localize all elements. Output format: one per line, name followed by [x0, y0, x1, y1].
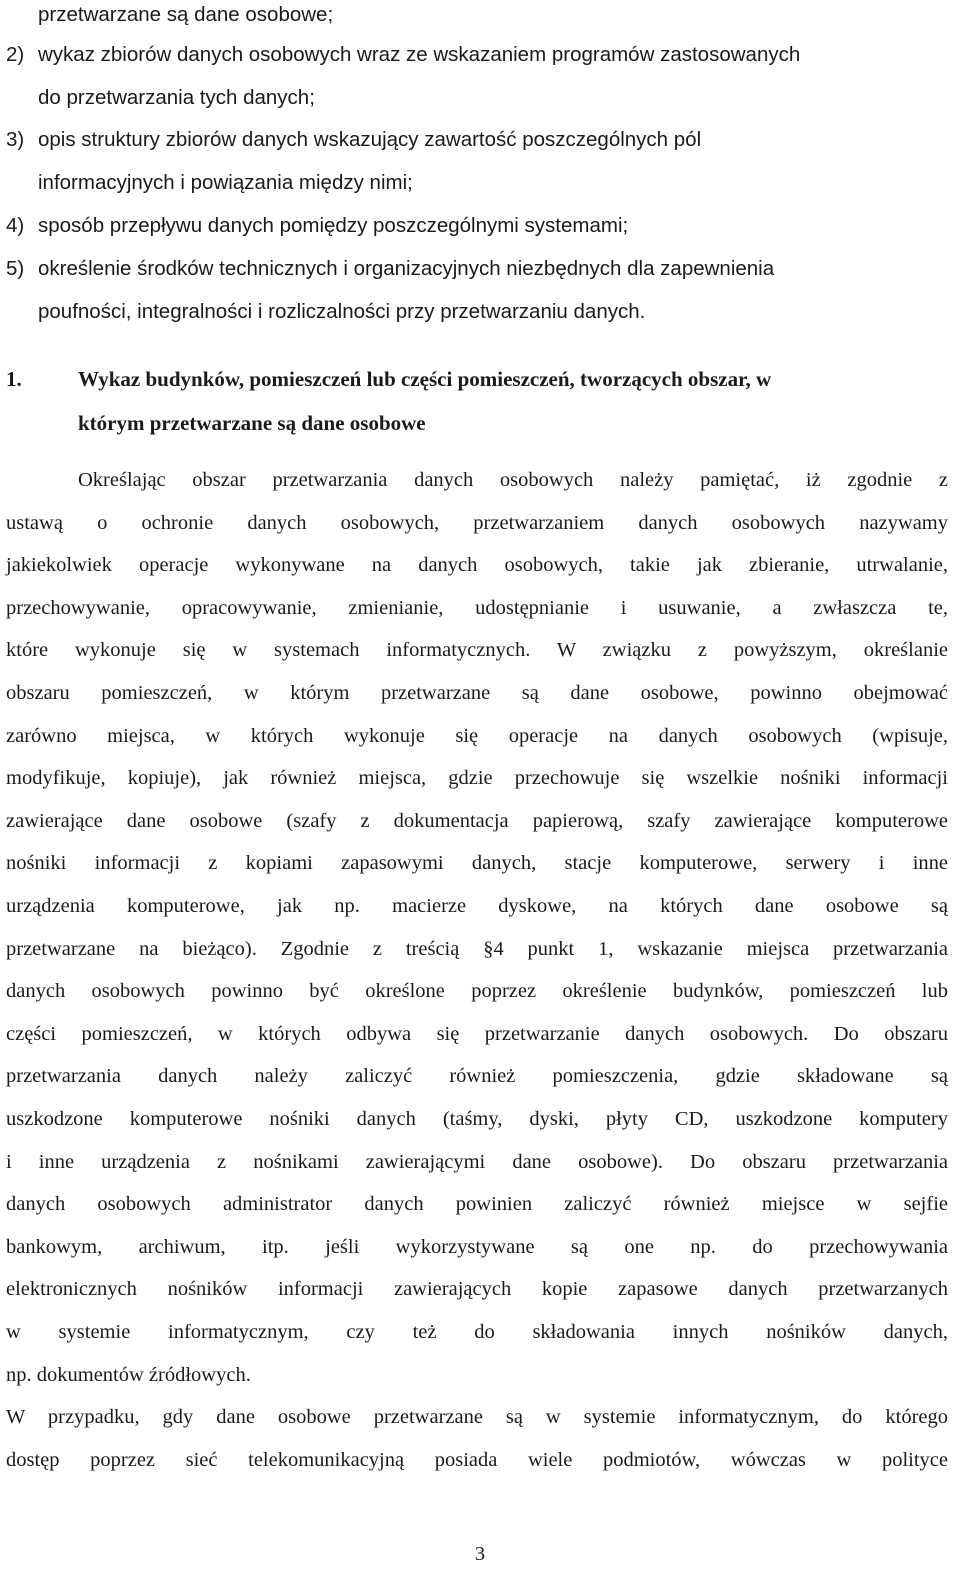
paragraph-line: W przypadku, gdy dane osobowe przetwarzane są w systemie informatycznym, do którego [6, 1406, 948, 1428]
paragraph-line: zawierające dane osobowe (szafy z dokumentacja papierową, szafy zawierające komputerowe [6, 809, 948, 832]
paragraph-line: modyfikuje, kopiuje), jak również miejsca, gdzie przechowuje się wszelkie nośniki informacji [6, 767, 948, 790]
page-number: 3 [474, 1543, 486, 1565]
paragraph-line: przetwarzane na bieżąco). Zgodnie z treścią §4 punkt 1, wskazanie miejsca przetwarzania [6, 937, 948, 960]
paragraph-line: np. dokumentów źródłowych. [6, 1363, 251, 1386]
paragraph-line: i inne urządzenia z nośnikami zawierającymi dane osobowe). Do obszaru przetwarzania [6, 1150, 948, 1173]
list-item-text: wykaz zbiorów danych osobowych wraz ze wskazaniem programów zastosowanych [38, 43, 801, 66]
paragraph-line: dostęp poprzez sieć telekomunikacyjną posiada wiele podmiotów, wówczas w polityce [6, 1448, 948, 1471]
list-item-number: 3) [6, 128, 25, 151]
paragraph-line: zarówno miejsca, w których wykonuje się operacje na danych osobowych (wpisuje, [6, 724, 948, 747]
list-item-number: 2) [6, 43, 25, 66]
list-item-text: opis struktury zbiorów danych wskazujący zawartość poszczególnych pól [38, 128, 702, 151]
paragraph-line: urządzenia komputerowe, jak np. macierze dyskowe, na których dane osobowe są [6, 895, 948, 917]
section-title-line: Wykaz budynków, pomieszczeń lub części pomieszczeń, tworzących obszar, w [78, 367, 772, 391]
paragraph-line: nośniki informacji z kopiami zapasowymi danych, stacje komputerowe, serwery i inne [6, 852, 948, 875]
section-title-line: którym przetwarzane są dane osobowe [78, 411, 426, 435]
paragraph-line: danych osobowych administrator danych powinien zaliczyć również miejsce w sejfie [6, 1193, 948, 1216]
paragraph-line: Określając obszar przetwarzania danych osobowych należy pamiętać, iż zgodnie z [78, 469, 948, 491]
paragraph-line: jakiekolwiek operacje wykonywane na danych osobowych, takie jak zbieranie, utrwalanie, [6, 554, 948, 577]
paragraph-line: które wykonuje się w systemach informatycznych. W związku z powyższym, określanie [6, 639, 948, 662]
list-item-text: poufności, integralności i rozliczalności przy przetwarzaniu danych. [38, 300, 646, 323]
paragraph-line: ustawą o ochronie danych osobowych, przetwarzaniem danych osobowych nazywamy [6, 511, 948, 534]
section-number: 1. [6, 367, 22, 391]
list-item-text: przetwarzane są dane osobowe; [38, 3, 334, 26]
list-item-text: określenie środków technicznych i organizacyjnych niezbędnych dla zapewnienia [38, 257, 775, 280]
paragraph-line: elektronicznych nośników informacji zawierających kopie zapasowe danych przetwarzanych [6, 1278, 948, 1301]
paragraph-line: obszaru pomieszczeń, w którym przetwarzane są dane osobowe, powinno obejmować [6, 682, 948, 704]
list-item-text: informacyjnych i powiązania między nimi; [38, 171, 413, 194]
paragraph-line: przechowywanie, opracowywanie, zmienianie, udostępnianie i usuwanie, a zwłaszcza te, [6, 596, 948, 619]
paragraph-line: przetwarzania danych należy zaliczyć również pomieszczenia, gdzie składowane są [6, 1065, 948, 1088]
list-item-text: sposób przepływu danych pomiędzy poszczególnymi systemami; [38, 214, 629, 237]
list-item-number: 5) [6, 257, 25, 280]
paragraph-line: części pomieszczeń, w których odbywa się przetwarzanie danych osobowych. Do obszaru [6, 1022, 948, 1045]
paragraph-line: danych osobowych powinno być określone poprzez określenie budynków, pomieszczeń lub [6, 980, 948, 1003]
list-item-number: 4) [6, 214, 25, 237]
paragraph-line: w systemie informatycznym, czy też do składowania innych nośników danych, [6, 1321, 948, 1343]
paragraph-line: uszkodzone komputerowe nośniki danych (taśmy, dyski, płyty CD, uszkodzone komputery [6, 1108, 948, 1130]
paragraph-line: bankowym, archiwum, itp. jeśli wykorzystywane są one np. do przechowywania [6, 1235, 948, 1258]
list-item-text: do przetwarzania tych danych; [38, 86, 315, 109]
